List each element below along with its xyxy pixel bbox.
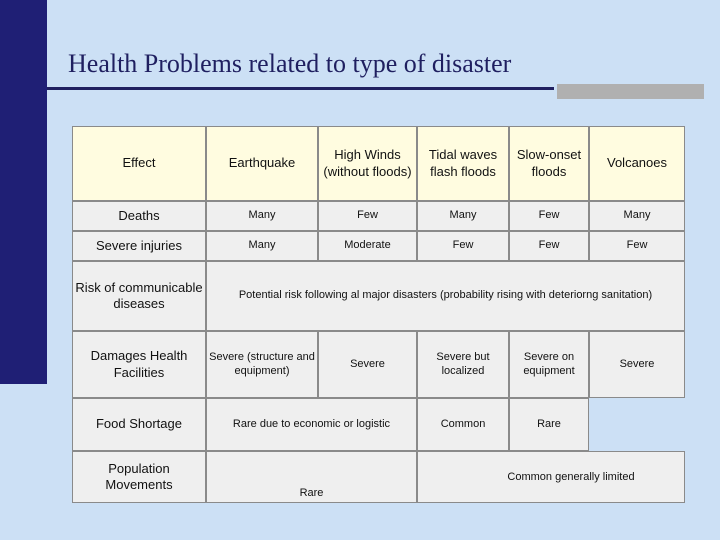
disaster-health-table (72, 126, 685, 503)
row-label-communicable: Risk of communicable diseases (72, 261, 206, 331)
population-common: Common generally limited (507, 471, 635, 483)
injuries-tidal: Few (417, 231, 509, 261)
header-effect: Effect (72, 126, 206, 201)
deaths-slow: Few (509, 201, 589, 231)
deaths-winds: Few (318, 201, 417, 231)
injuries-volcanoes: Few (589, 231, 685, 261)
communicable-risk-text: Potential risk following al major disasters (probability rising with deteriorng sanitation) (206, 261, 685, 331)
header-earthquake: Earthquake (206, 126, 318, 201)
injuries-winds: Moderate (318, 231, 417, 261)
food-slow: Rare (509, 398, 589, 451)
food-rare-economic: Rare due to economic or logistic (206, 398, 417, 451)
row-label-food: Food Shortage (72, 398, 206, 451)
row-label-population: Population Movements (72, 451, 206, 503)
header-slow-onset: Slow-onset floods (509, 126, 589, 201)
damages-tidal: Severe but localized (417, 331, 509, 398)
population-rare: Rare (299, 487, 324, 499)
row-label-damages: Damages Health Facilities (72, 331, 206, 398)
header-high-winds: High Winds (without floods) (318, 126, 417, 201)
population-rare-cell (206, 451, 417, 503)
header-tidal-waves: Tidal waves flash floods (417, 126, 509, 201)
food-tidal: Common (417, 398, 509, 451)
injuries-slow: Few (509, 231, 589, 261)
damages-volcanoes: Severe (589, 331, 685, 398)
injuries-earthquake: Many (206, 231, 318, 261)
deaths-tidal: Many (417, 201, 509, 231)
damages-earthquake: Severe (structure and equipment) (206, 331, 318, 398)
deaths-earthquake: Many (206, 201, 318, 231)
population-common-cell (417, 451, 685, 503)
row-label-injuries: Severe injuries (72, 231, 206, 261)
slide-title: Health Problems related to type of disaster (68, 49, 512, 78)
title-underline (47, 87, 554, 90)
damages-winds: Severe (318, 331, 417, 398)
row-label-deaths: Deaths (72, 201, 206, 231)
deaths-volcanoes: Many (589, 201, 685, 231)
header-volcanoes: Volcanoes (589, 126, 685, 201)
decorative-grey-bar (557, 84, 704, 99)
sidebar-accent-bar (0, 0, 47, 384)
damages-slow: Severe on equipment (509, 331, 589, 398)
